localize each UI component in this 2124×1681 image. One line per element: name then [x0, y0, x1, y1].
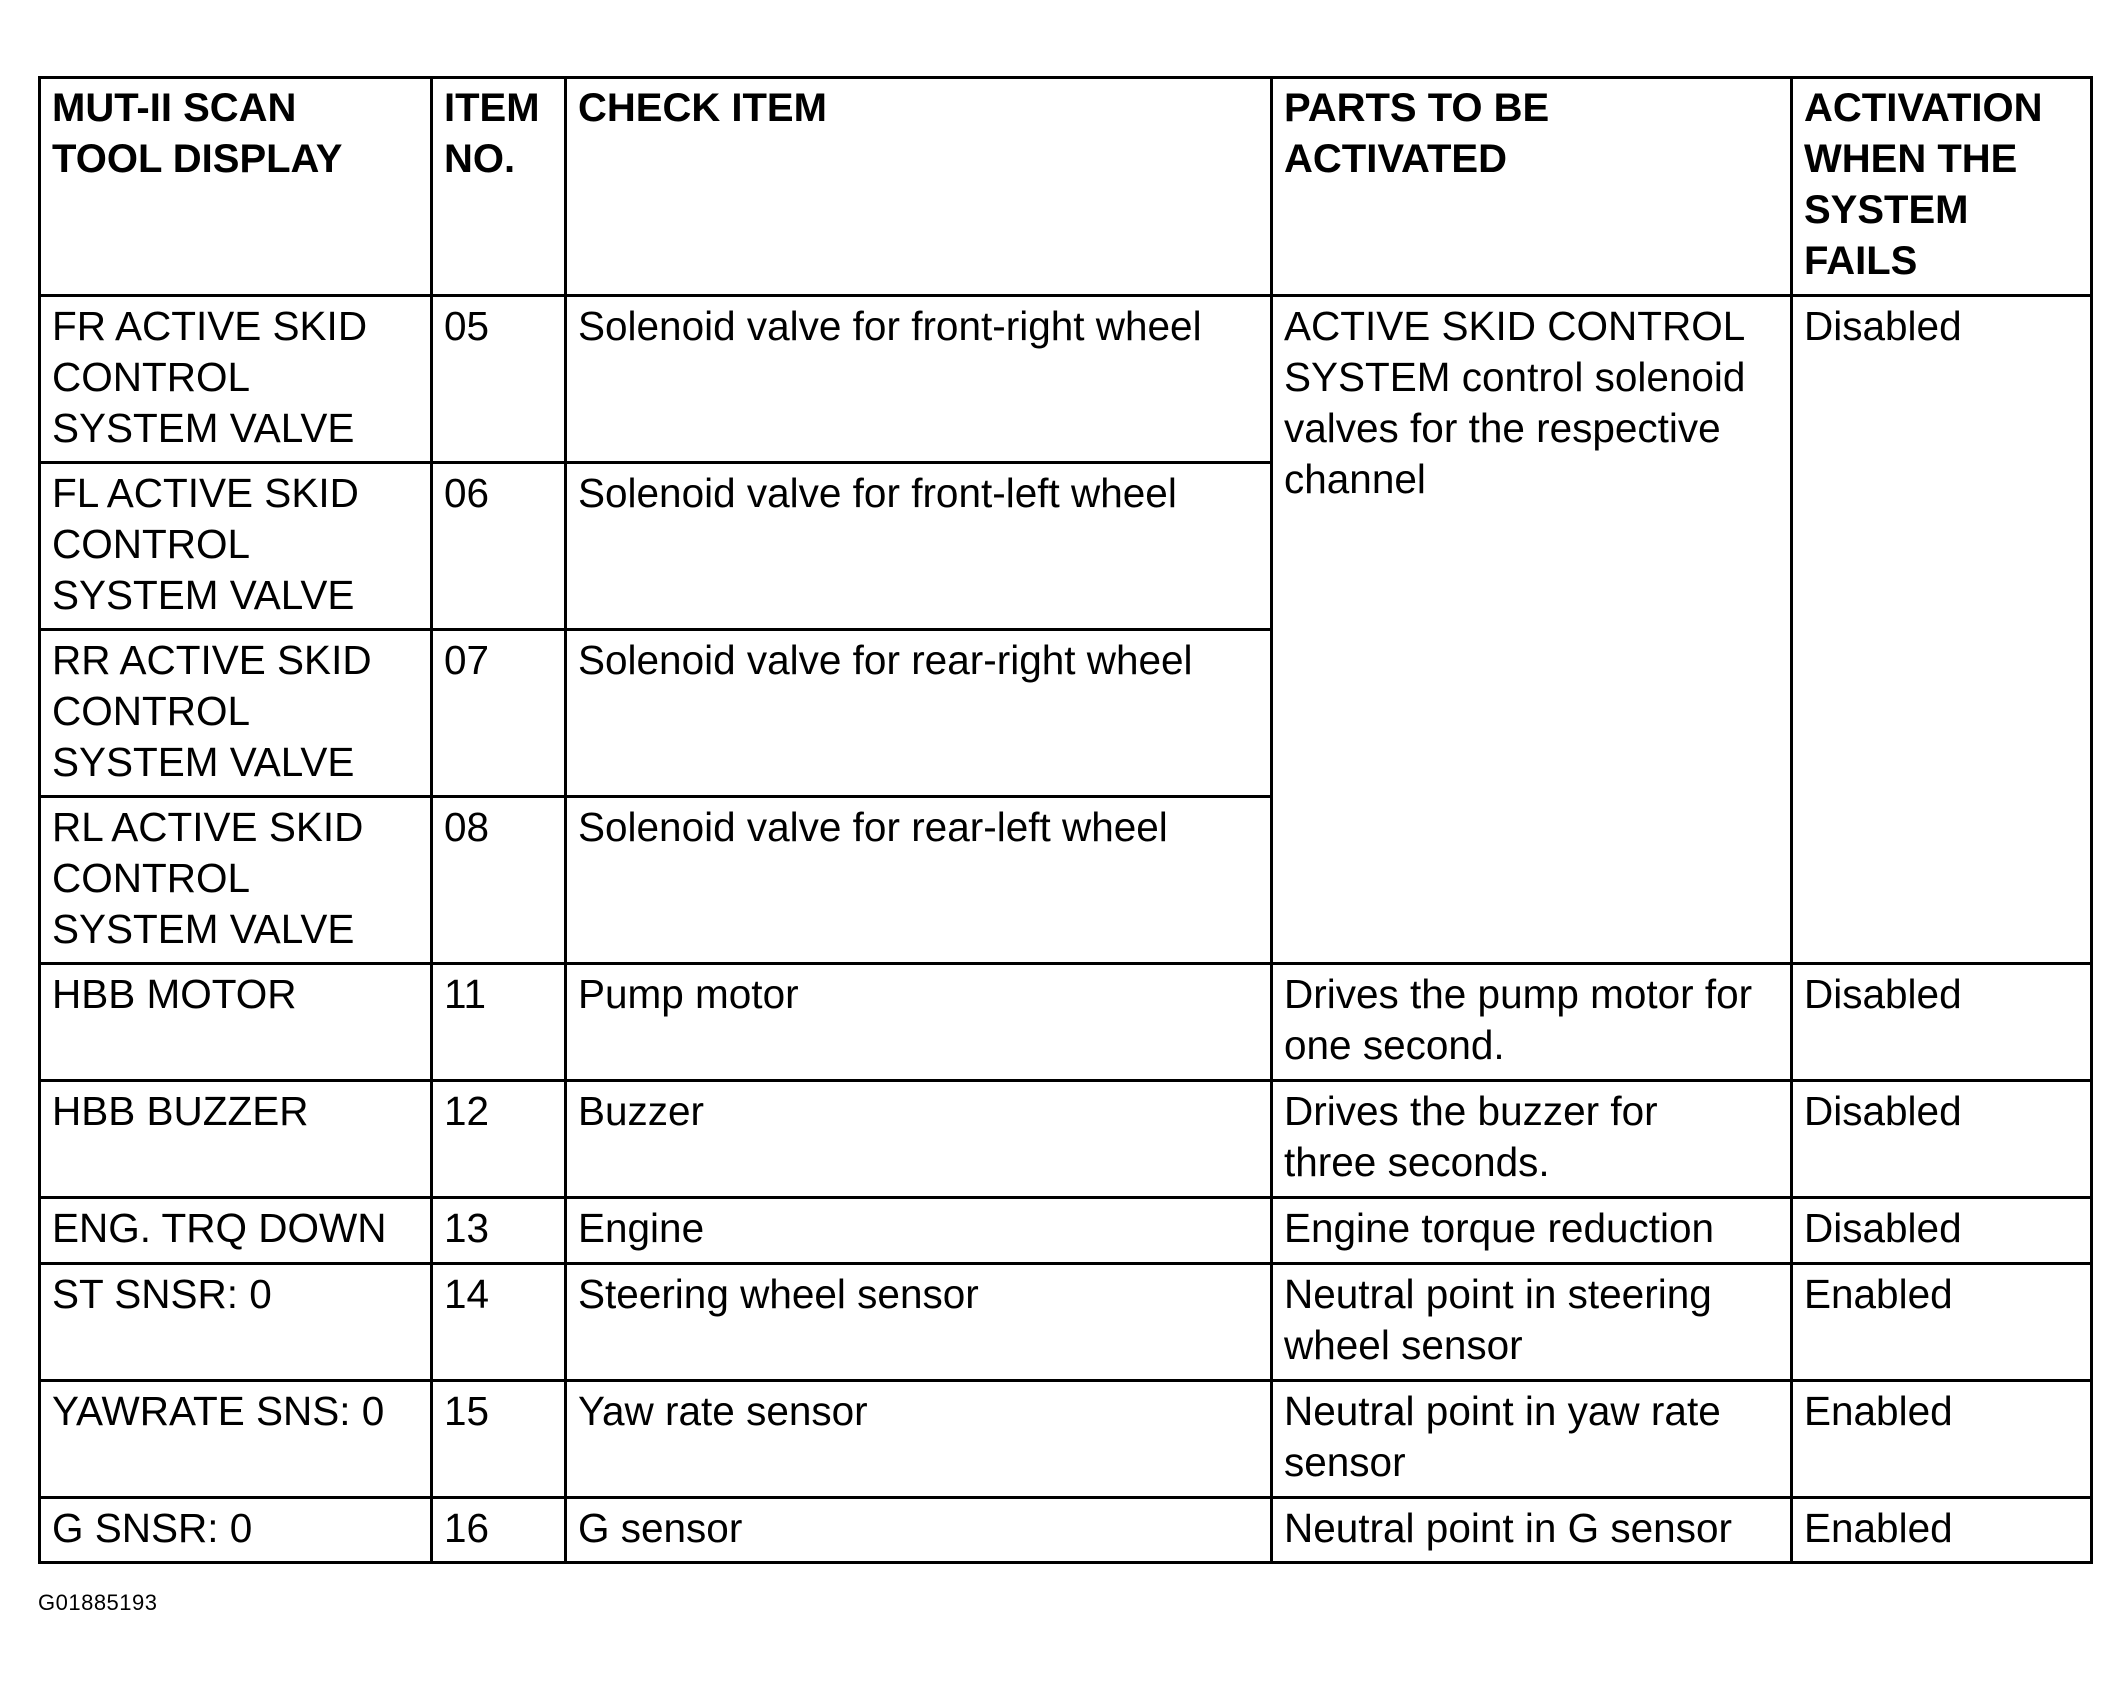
- item-no-cell: 05: [432, 296, 566, 463]
- header-parts-to-be-activated: PARTS TO BE ACTIVATED: [1272, 78, 1792, 296]
- table-row: [40, 964, 2092, 1081]
- parts-activated-cell: Neutral point in G sensor: [1272, 1498, 1792, 1563]
- check-item-cell: Solenoid valve for front-right wheel: [566, 296, 1272, 463]
- actuator-test-table: [38, 76, 2093, 1564]
- item-no-cell: 16: [432, 1498, 566, 1563]
- table-row: [40, 1498, 2092, 1563]
- table-row: [40, 296, 2092, 463]
- item-no-cell: 08: [432, 797, 566, 964]
- activation-cell: Disabled: [1792, 1081, 2092, 1198]
- parts-activated-cell: Drives the buzzer for three seconds.: [1272, 1081, 1792, 1198]
- scan-tool-display-cell: HBB BUZZER: [40, 1081, 432, 1198]
- check-item-cell: Yaw rate sensor: [566, 1381, 1272, 1498]
- activation-cell: Enabled: [1792, 1381, 2092, 1498]
- figure-id: G01885193: [38, 1590, 158, 1615]
- item-no-cell: 12: [432, 1081, 566, 1198]
- parts-activated-cell: Neutral point in steering wheel sensor: [1272, 1264, 1792, 1381]
- header-activation-when-fails: ACTIVATION WHEN THE SYSTEM FAILS: [1792, 78, 2092, 296]
- check-item-cell: Solenoid valve for rear-right wheel: [566, 630, 1272, 797]
- item-no-cell: 06: [432, 463, 566, 630]
- scan-tool-display-cell: FR ACTIVE SKID CONTROL SYSTEM VALVE: [40, 296, 432, 463]
- table-row: [40, 1264, 2092, 1381]
- check-item-cell: Buzzer: [566, 1081, 1272, 1198]
- header-check-item: CHECK ITEM: [566, 78, 1272, 296]
- activation-cell: Enabled: [1792, 1498, 2092, 1563]
- table-row: [40, 1381, 2092, 1498]
- scan-tool-display-cell: RL ACTIVE SKID CONTROL SYSTEM VALVE: [40, 797, 432, 964]
- check-item-cell: Pump motor: [566, 964, 1272, 1081]
- scan-tool-display-cell: ST SNSR: 0: [40, 1264, 432, 1381]
- activation-cell: Disabled: [1792, 296, 2092, 964]
- check-item-cell: Solenoid valve for rear-left wheel: [566, 797, 1272, 964]
- activation-cell: Disabled: [1792, 964, 2092, 1081]
- header-item-no: ITEM NO.: [432, 78, 566, 296]
- scan-tool-display-cell: G SNSR: 0: [40, 1498, 432, 1563]
- scan-tool-display-cell: HBB MOTOR: [40, 964, 432, 1081]
- parts-activated-cell: Neutral point in yaw rate sensor: [1272, 1381, 1792, 1498]
- scan-tool-display-cell: RR ACTIVE SKID CONTROL SYSTEM VALVE: [40, 630, 432, 797]
- check-item-cell: Solenoid valve for front-left wheel: [566, 463, 1272, 630]
- item-no-cell: 14: [432, 1264, 566, 1381]
- table-row: [40, 1081, 2092, 1198]
- header-scan-tool-display: MUT-II SCAN TOOL DISPLAY: [40, 78, 432, 296]
- parts-activated-cell: Drives the pump motor for one second.: [1272, 964, 1792, 1081]
- item-no-cell: 13: [432, 1198, 566, 1264]
- check-item-cell: G sensor: [566, 1498, 1272, 1563]
- activation-cell: Enabled: [1792, 1264, 2092, 1381]
- table-row: [40, 1198, 2092, 1264]
- table-header-row: [40, 78, 2092, 296]
- parts-activated-cell: Engine torque reduction: [1272, 1198, 1792, 1264]
- scan-tool-display-cell: ENG. TRQ DOWN: [40, 1198, 432, 1264]
- activation-cell: Disabled: [1792, 1198, 2092, 1264]
- check-item-cell: Steering wheel sensor: [566, 1264, 1272, 1381]
- parts-activated-cell: ACTIVE SKID CONTROL SYSTEM control solenoid valves for the respective channel: [1272, 296, 1792, 964]
- item-no-cell: 15: [432, 1381, 566, 1498]
- scan-tool-display-cell: FL ACTIVE SKID CONTROL SYSTEM VALVE: [40, 463, 432, 630]
- item-no-cell: 11: [432, 964, 566, 1081]
- check-item-cell: Engine: [566, 1198, 1272, 1264]
- scan-tool-display-cell: YAWRATE SNS: 0: [40, 1381, 432, 1498]
- item-no-cell: 07: [432, 630, 566, 797]
